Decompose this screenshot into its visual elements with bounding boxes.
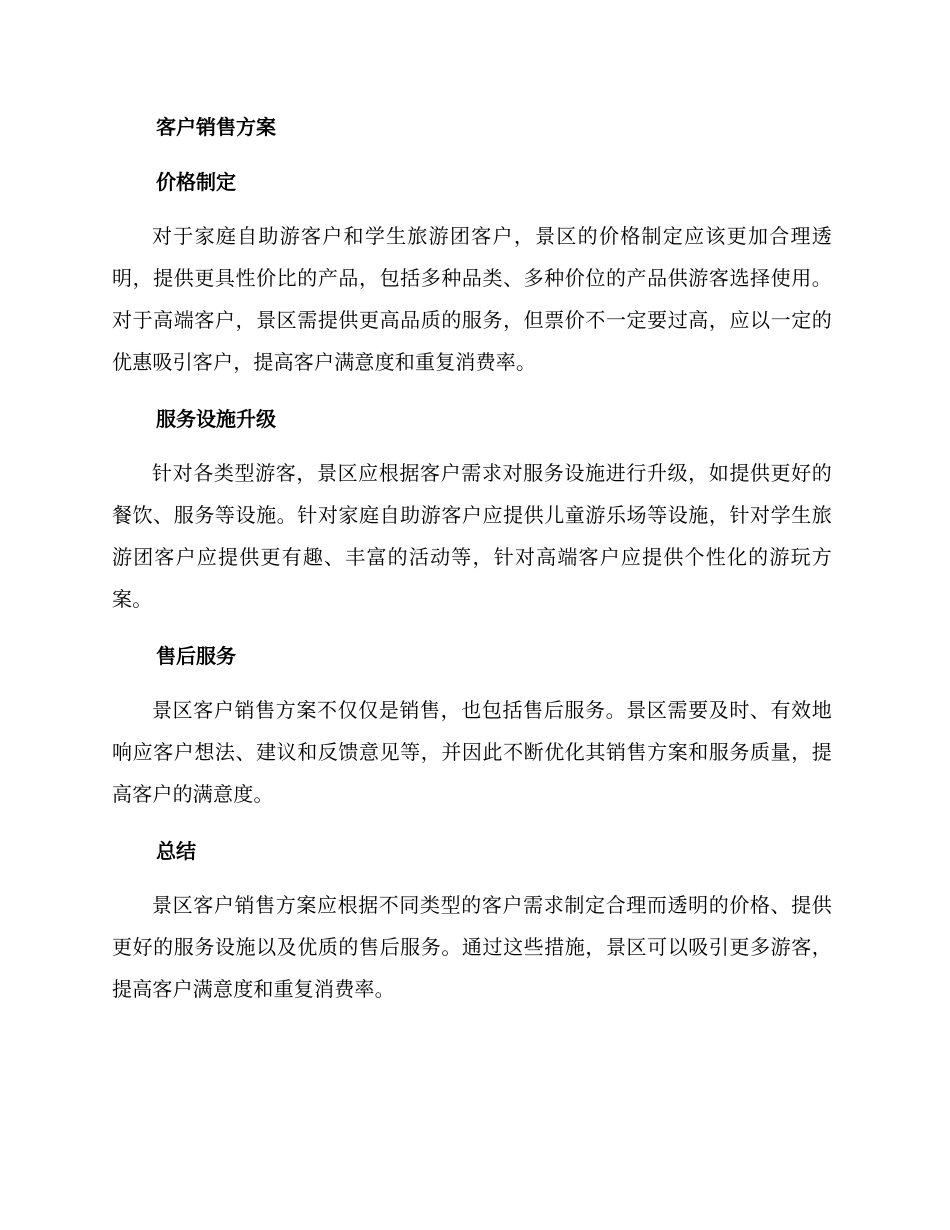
- section-body: 对于家庭自助游客户和学生旅游团客户，景区的价格制定应该更加合理透明，提供更具性价比的产品，包括多种品类、多种价位的产品供游客选择使用。对于高端客户，景区需提供更高品质的服务，但票价不一定要过高，应以一定的优惠吸引客户，提高客户满意度和重复消费率。: [112, 224, 832, 374]
- section-facilities: [112, 401, 832, 620]
- section-body: 针对各类型游客，景区应根据客户需求对服务设施进行升级，如提供更好的餐饮、服务等设施。针对家庭自助游客户应提供儿童游乐场等设施，针对学生旅游团客户应提供更有趣、丰富的活动等，针对高端客户应提供个性化的游玩方案。: [112, 461, 832, 611]
- section-body: 景区客户销售方案不仅仅是销售，也包括售后服务。景区需要及时、有效地响应客户想法、建议和反馈意见等，并因此不断优化其销售方案和服务质量，提高客户的满意度。: [112, 698, 832, 806]
- section-heading: 总结: [156, 839, 196, 863]
- section-heading: 价格制定: [156, 170, 236, 194]
- section-heading: 服务设施升级: [156, 407, 276, 431]
- section-body: 景区客户销售方案应根据不同类型的客户需求制定合理而透明的价格、提供更好的服务设施以及优质的售后服务。通过这些措施，景区可以吸引更多游客，提高客户满意度和重复消费率。: [112, 893, 832, 1001]
- document-title: 客户销售方案: [156, 115, 276, 139]
- document-content: [112, 109, 832, 1028]
- section-pricing: [112, 164, 832, 383]
- section-after-sales: [112, 638, 832, 815]
- section-heading: 售后服务: [156, 644, 236, 668]
- section-summary: [112, 833, 832, 1010]
